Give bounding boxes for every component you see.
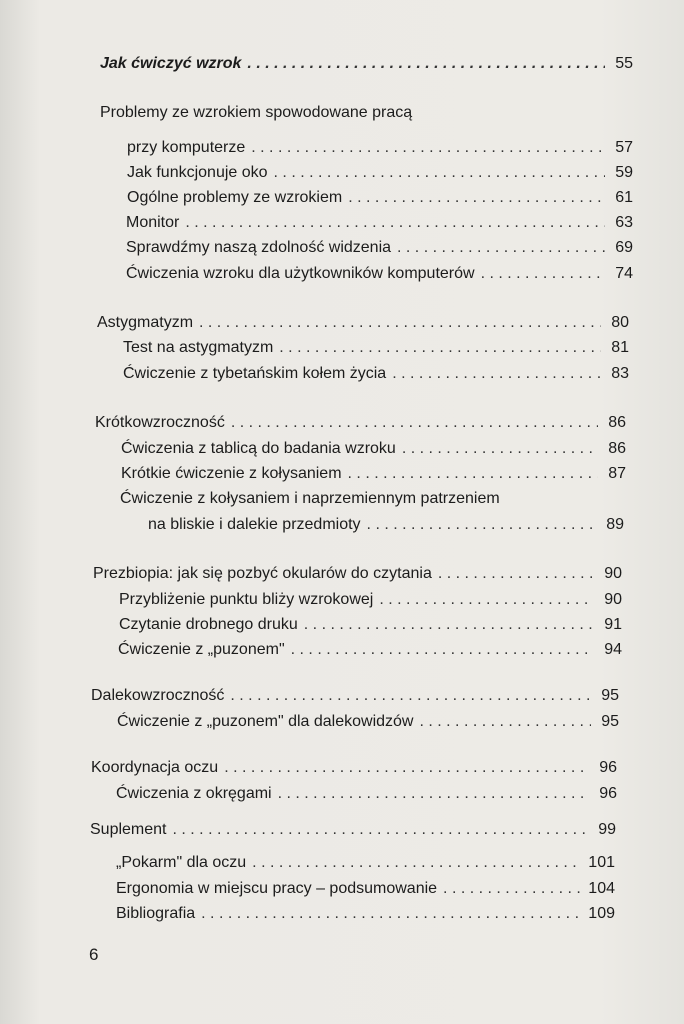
toc-entry-title: Krótkowzroczność xyxy=(95,414,225,431)
toc-entry-title: Suplement xyxy=(90,821,167,838)
toc-entry-page: 61 xyxy=(615,189,633,206)
toc-entry-title: Krótkie ćwiczenie z kołysaniem xyxy=(121,465,342,482)
dot-leader xyxy=(247,54,605,74)
dot-leader xyxy=(224,758,589,778)
toc-entry-title: na bliskie i dalekie przedmioty xyxy=(148,516,361,533)
dot-leader xyxy=(274,163,605,183)
dot-leader xyxy=(185,213,605,233)
dot-leader xyxy=(481,264,605,284)
toc-entry-title: Ćwiczenie z tybetańskim kołem życia xyxy=(123,365,387,382)
toc-entry-page: 87 xyxy=(608,465,626,482)
dot-leader xyxy=(278,784,589,804)
dot-leader xyxy=(304,615,594,635)
dot-leader xyxy=(397,238,605,258)
toc-entry-title: Test na astygmatyzm xyxy=(123,339,274,356)
toc-entry-title: Ćwiczenia z tablicą do badania wzroku xyxy=(121,440,396,457)
toc-section-heading: Problemy ze wzrokiem spowodowane pracą xyxy=(100,104,413,121)
toc-entry-page: 95 xyxy=(601,713,619,730)
dot-leader xyxy=(348,188,605,208)
toc-entry-page: 96 xyxy=(599,759,617,776)
toc-entry xyxy=(127,138,633,158)
dot-leader xyxy=(251,138,605,158)
toc-entry-title: Ergonomia w miejscu pracy – podsumowanie xyxy=(116,880,438,897)
toc-entry-page: 57 xyxy=(615,139,633,156)
toc-entry-page: 83 xyxy=(611,365,629,382)
toc-entry xyxy=(119,590,622,610)
toc-entry-page: 89 xyxy=(606,516,624,533)
toc-entry xyxy=(126,213,633,233)
page-number: 6 xyxy=(89,945,99,964)
dot-leader xyxy=(231,413,598,433)
toc-entry-title: przy komputerze xyxy=(127,139,246,156)
dot-leader xyxy=(419,712,591,732)
toc-entry-title: „Pokarm" dla oczu xyxy=(116,854,247,871)
toc-entry xyxy=(116,879,615,899)
toc-entry-title: Astygmatyzm xyxy=(97,314,194,331)
toc-section-heading xyxy=(91,686,619,706)
dot-leader xyxy=(402,439,598,459)
toc-entry xyxy=(116,784,617,804)
dot-leader xyxy=(201,904,582,924)
toc-entry-title: Ćwiczenie z „puzonem" xyxy=(118,641,285,658)
toc-entry-title: Sprawdźmy naszą zdolność widzenia xyxy=(126,239,392,256)
dot-leader xyxy=(279,338,601,358)
toc-entry xyxy=(126,264,633,284)
toc-entry-title: Ćwiczenie z „puzonem" dla dalekowidzów xyxy=(117,713,414,730)
toc-entry xyxy=(121,464,626,484)
toc-entry xyxy=(123,364,629,384)
toc-entry-page: 109 xyxy=(588,905,615,922)
toc-section-heading xyxy=(95,413,626,433)
toc-entry-page: 69 xyxy=(615,239,633,256)
toc-entry-title: Bibliografia xyxy=(116,905,196,922)
toc-entry-page: 59 xyxy=(615,164,633,181)
toc-entry xyxy=(116,904,615,924)
toc-entry xyxy=(148,515,624,535)
toc-entry-page: 86 xyxy=(608,414,626,431)
toc-entry xyxy=(117,712,619,732)
toc-entry-page: 74 xyxy=(615,265,633,282)
toc-entry-title: Ćwiczenia z okręgami xyxy=(116,785,272,802)
toc-entry-page: 90 xyxy=(604,565,622,582)
toc-entry-title: Jak funkcjonuje oko xyxy=(127,164,268,181)
toc-entry-title: Prezbiopia: jak się pozbyć okularów do czytania xyxy=(93,565,432,582)
toc-entry-title: Monitor xyxy=(126,214,180,231)
toc-entry-title: Przybliżenie punktu bliży wzrokowej xyxy=(119,591,374,608)
toc-entry xyxy=(119,615,622,635)
toc-entry-title: Czytanie drobnego druku xyxy=(119,616,298,633)
toc-entry xyxy=(123,338,629,358)
dot-leader xyxy=(348,464,598,484)
toc-entry-page: 63 xyxy=(615,214,633,231)
toc-entry-page: 86 xyxy=(608,440,626,457)
dot-leader xyxy=(443,879,582,899)
toc-section-heading xyxy=(90,820,616,840)
toc-entry-page: 55 xyxy=(615,55,633,72)
toc-entry xyxy=(126,238,633,258)
dot-leader xyxy=(438,564,594,584)
toc-entry-page: 101 xyxy=(588,854,615,871)
toc-entry-title: Ćwiczenie z kołysaniem i naprzemiennym patrzeniem xyxy=(120,490,500,507)
toc-section-heading xyxy=(97,313,629,333)
toc-entry-page: 94 xyxy=(604,641,622,658)
toc-entry xyxy=(127,163,633,183)
toc-entry xyxy=(121,439,626,459)
toc-entry xyxy=(116,853,615,873)
dot-leader xyxy=(173,820,589,840)
toc-entry-page: 91 xyxy=(604,616,622,633)
toc-entry-page: 90 xyxy=(604,591,622,608)
dot-leader xyxy=(367,515,596,535)
toc-section-heading xyxy=(91,758,617,778)
toc-main-title xyxy=(100,54,633,74)
toc-entry-title: Ogólne problemy ze wzrokiem xyxy=(127,189,343,206)
toc-entry-page: 80 xyxy=(611,314,629,331)
toc-entry-page: 99 xyxy=(598,821,616,838)
toc-entry xyxy=(118,640,622,660)
dot-leader xyxy=(291,640,594,660)
toc-entry-title: Ćwiczenia wzroku dla użytkowników komputerów xyxy=(126,265,475,282)
toc-entry xyxy=(127,188,633,208)
toc-entry-page: 96 xyxy=(599,785,617,802)
dot-leader xyxy=(199,313,601,333)
dot-leader xyxy=(252,853,582,873)
toc-entry-title: Dalekowzroczność xyxy=(91,687,225,704)
toc-section-heading xyxy=(93,564,622,584)
toc-entry-page: 81 xyxy=(611,339,629,356)
dot-leader xyxy=(392,364,601,384)
toc-entry-page: 95 xyxy=(601,687,619,704)
dot-leader xyxy=(379,590,594,610)
toc-entry-title: Koordynacja oczu xyxy=(91,759,219,776)
dot-leader xyxy=(230,686,591,706)
toc-entry-page: 104 xyxy=(588,880,615,897)
toc-entry-title: Jak ćwiczyć wzrok xyxy=(100,55,242,72)
